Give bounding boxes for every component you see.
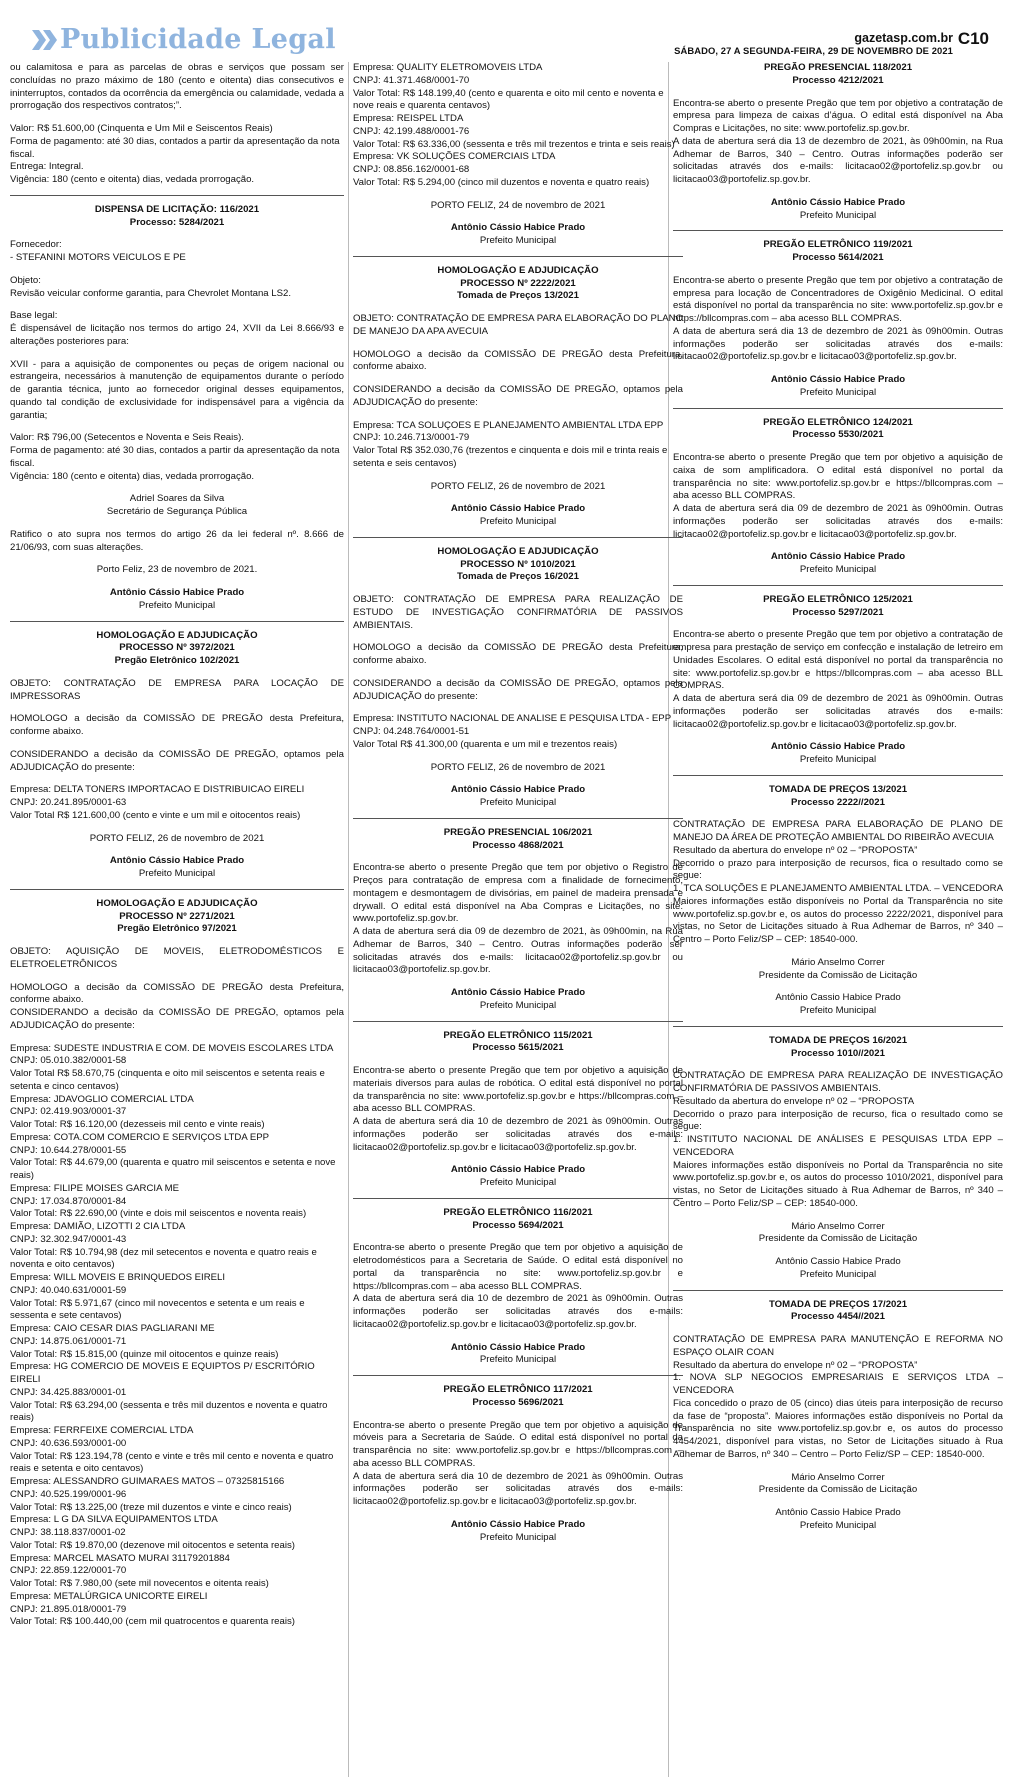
list-item: Valor Total: R$ 63.336,00 (sessenta e três mil trezentos e trinta e seis reais) [353, 138, 675, 150]
list-item: Empresa: METALÚRGICA UNICORTE EIRELI [10, 1590, 208, 1602]
list-item: CNPJ: 40.525.199/0001-96 [10, 1488, 127, 1500]
list-item: Empresa: JDAVOGLIO COMERCIAL LTDA [10, 1093, 194, 1105]
notice-process: Processo: 5284/2021 [129, 216, 225, 228]
list-item: Empresa: FILIPE MOISES GARCIA ME [10, 1182, 180, 1194]
list-item: Valor Total: R$ 16.120,00 (dezesseis mil cento e vinte reais) [10, 1119, 265, 1130]
company-list [10, 1043, 344, 1630]
list-item: Empresa: ALESSANDRO GUIMARAES MATOS – 07325815166 [10, 1476, 285, 1487]
signature-name: Antônio Cássio Habice Prado [450, 222, 586, 234]
divider [673, 230, 1003, 231]
paragraph: ou calamitosa e para as parcelas de obras e serviços que possam ser concluídas no prazo máximo de 180 (cento e oitenta) dias consecutivos e ininterruptos, contados da ocorrência da emergência ou calamidade, vedada a prorrogação dos respectivos contratos;”. [10, 62, 344, 112]
company-list [353, 62, 683, 190]
divider [10, 195, 344, 196]
section-title: Publicidade Legal [60, 24, 336, 55]
list-item: CNPJ: 10.644.278/0001-55 [10, 1144, 127, 1156]
list-item: CNPJ: 17.034.870/0001-84 [10, 1195, 127, 1207]
list-item: Empresa: HG COMERCIO DE MOVEIS E EQUIPTOS P/ ESCRITÓRIO EIRELI [10, 1361, 315, 1385]
list-item: Valor Total: R$ 5.294,00 (cinco mil duzentos e noventa e quatro reais) [353, 176, 650, 188]
list-item: Valor Total: R$ 19.870,00 (dezenove mil oitocentos e setenta reais) [10, 1539, 295, 1551]
signature-role: Prefeito Municipal [138, 599, 216, 611]
notice-details: Valor: R$ 51.600,00 (Cinquenta e Um Mil e Seiscentos Reais) Forma de pagamento: até 30 dias, contados a partir da apresentação da nota fiscal. Entrega: Integral. Vigência: 180 (cento e oitenta) dias, vedada prorrogação. [10, 123, 340, 185]
notice-title: PREGÃO ELETRÔNICO 116/2021 [443, 1206, 593, 1218]
divider [10, 889, 344, 890]
signature-role: Secretário de Segurança Pública [106, 506, 248, 517]
list-item: CNPJ: 08.856.162/0001-68 [353, 164, 470, 175]
column-3: PREGÃO PRESENCIAL 118/2021 Processo 4212/2021 Encontra-se aberto o presente Pregão que tem por objetivo a contratação de empresa para limpeza de caixas d’água. O edital está disponível na Aba Compras e Licitações, no site: www.portofeliz.sp.gov.br. A data de abertura será dia 13 de dezembro de 2021, às 09h00min, na Rua Adhemar de Barros, 340 – Centro. Outras informações poderão ser solicitadas através dos e-mails: licitacao02@portofeliz.sp.gov.br ou licitacao03@portofeliz.sp.gov.br. Antônio Cássio Habice Prado Prefeito Municipal PREGÃO ELETRÔNICO 119/2021 Processo 5614/2021 Encontra-se aberto o presente Pregão que tem por objetivo a contratação de empresa para locação de Concentradores de Oxigênio Medicinal. O edital está disponível no portal da transparência no site: www.portofeliz.sp.gov.br e https://bllcompras.com – aba acesso BLL COMPRAS. A data de abertura será dia 13 de dezembro de 2021 às 09h00min. Outras informações poderão ser solicitadas através dos e-mails: licitacao02@portofeliz.sp.gov.br e licitacao03@portofeliz.sp.gov.br. Antônio Cássio Habice Prado Prefeito Municipal PREGÃO ELETRÔNICO 124/2021 Processo 5530/2021 Encontra-se aberto o presente Pregão que tem por objetivo a aquisição de caixa de som amplificadora. O edital está disponível no portal da transparência no site: www.portofeliz.sp.gov.br e https://bllcompras.com – aba acesso BLL COMPRAS. A data de abertura será dia 09 de dezembro de 2021 às 09h00min. Outras informações poderão ser solicitadas através dos e-mails: licitacao02@portofeliz.sp.gov.br e licitacao03@portofeliz.sp.gov.br. Antônio Cássio Habice Prado Prefeito Municipal PREGÃO ELETRÔNICO 125/2021 Processo 5297/2021 Encontra-se aberto o presente Pregão que tem por objetivo a contratação de empresa para prestação de serviço em confecção e instalação de letreiro em Unidades Escolares. O edital está disponível no portal da transparência no site: www.portofeliz.sp.gov.br e https://bllcompras.com – aba acesso BLL COMPRAS. A data de abertura será dia 09 de dezembro de 2021 às 09h00min. Outras informações poderão ser solicitadas através dos e-mails: licitacao02@portofeliz.sp.gov.br e licitacao03@portofeliz.sp.gov.br. Antônio Cássio Habice Prado Prefeito Municipal TOMADA DE PREÇOS 13/2021 Processo 2222//2021 CONTRATAÇÃO DE EMPRESA PARA ELABORAÇÃO DE PLANO DE MANEJO DA ÁREA DE PROTEÇÃO AMBIENTAL DO RIBEIRÃO AVECUIA Resultado da abertura do envelope nº 02 – “PROPOSTA” Decorrido o prazo para interposição de recursos, fica o resultado como se segue: 1. TCA SOLUÇÕES E PLANEJAMENTO AMBIENTAL LTDA. – VENCEDORA Maiores informações estão disponíveis no Portal da Transparência no site www.portofeliz.sp.gov.br e, os autos do processo 2222/2021, disponível para vistas, no Setor de Licitações situado à Rua Adhemar de Barros, nº 340 – Centro – Porto Feliz/SP – CEP: 18540-000. Mário Anselmo Correr Presidente da Comissão de Licitação Antônio Cassio Habice Prado Prefeito Municipal TOMADA DE PREÇOS 16/2021 Processo 1010//2021 CONTRATAÇÃO DE EMPRESA PARA REALIZAÇÃO DE INVESTIGAÇÃO CONFIRMATÓRIA DE PASSIVOS AMBIENTAIS. Resultado da abertura do envelope nº 02 – “PROPOSTA Decorrido o prazo para interposição de recurso, fica o resultado como se segue: 1. INSTITUTO NACIONAL DE ANÁLISES E PESQUISAS LTDA EPP – VENCEDORA Maiores informações estão disponíveis no Portal da Transparência no site www.portofeliz.sp.gov.br e, os autos do processo 1010/2021, disponível para vistas, no Setor de Licitações situado à Rua Adhemar de Barros, nº 340 – Centro – Porto Feliz/SP – CEP: 18540-000. Mário Anselmo Correr Presidente da Comissão de Licitação Antônio Cassio Habice Prado Prefeito Municipal TOMADA DE PREÇOS 17/2021 Processo 4454//2021 CONTRATAÇÃO DE EMPRESA PARA MANUTENÇÃO E REFORMA NO ESPAÇO OLAIR COAN Resultado da abertura do envelope nº 02 – “PROPOSTA” 1. NOVA SLP NEGOCIOS EMPRESARIAIS E SERVIÇOS LTDA – VENCEDORA Fica concedido o prazo de 05 (cinco) dias úteis para interposição de recurso da fase de “proposta”. Maiores informações estão disponíveis no Portal da Transparência no site www.portofeliz.sp.gov.br e, os autos do processo 4454/2021, disponível para vistas, no Setor de Licitações situado à Rua Adhemar de Barros, nº 340 – Centro – Porto Feliz/SP – CEP: 18540-000. Mário Anselmo Correr Presidente da Comissão de Licitação Antônio Cassio Habice Prado Prefeito Municipal [673, 62, 1003, 1531]
notice-title: HOMOLOGAÇÃO E ADJUDICAÇÃO [437, 545, 599, 557]
list-item: Valor Total: R$ 100.440,00 (cem mil quatrocentos e quarenta reais) [10, 1616, 295, 1628]
list-item: Valor Total: R$ 22.690,00 (vinte e dois mil seiscentos e noventa reais) [10, 1208, 307, 1220]
column-1: ou calamitosa e para as parcelas de obras e serviços que possam ser concluídas no prazo máximo de 180 (cento e oitenta) dias consecutivos e ininterruptos, contados da ocorrência da emergência ou calamidade, vedada a prorrogação dos respectivos contratos;”. Valor: R$ 51.600,00 (Cinquenta e Um Mil e Seiscentos Reais) Forma de pagamento: até 30 dias, contados a partir da apresentação da nota fiscal. Entrega: Integral. Vigência: 180 (cento e oitenta) dias, vedada prorrogação. DISPENSA DE LICITAÇÃO: 116/2021 Processo: 5284/2021 Fornecedor: - STEFANINI MOTORS VEICULOS E PE Objeto: Revisão veicular conforme garantia, para Chevrolet Montana LS2. Base legal: É dispensável de licitação nos termos do artigo 24, XVII da Lei 8.666/93 e alterações posteriores para: XVII - para a aquisição de componentes ou peças de origem nacional ou estrangeira, necessários à manutenção de equipamentos durante o período de garantia técnica, junto ao fornecedor original desses equipamentos, quando tal condição de exclusividade for indispensável para a vigência da garantia; Valor: R$ 796,00 (Setecentos e Noventa e Seis Reais). Forma de pagamento: até 30 dias, contados a partir da apresentação da nota fiscal. Vigência: 180 (cento e oitenta) dias, vedada prorrogação. Adriel Soares da Silva Secretário de Segurança Pública Ratifico o ato supra nos termos do artigo 26 da lei federal nº. 8.666 de 21/06/93, com suas alterações. Porto Feliz, 23 de novembro de 2021. Antônio Cássio Habice Prado Prefeito Municipal HOMOLOGAÇÃO E ADJUDICAÇÃO PROCESSO Nº 3972/2021 Pregão Eletrônico 102/2021 OBJETO: CONTRATAÇÃO DE EMPRESA PARA LOCAÇÃO DE IMPRESSORAS HOMOLOGO a decisão da COMISSÃO DE PREGÃO desta Prefeitura, conforme abaixo. CONSIDERANDO a decisão da COMISSÃO DE PREGÃO, optamos pela ADJUDICAÇÃO do presente: Empresa: DELTA TONERS IMPORTACAO E DISTRIBUICAO EIRELI CNPJ: 20.241.895/0001-63 Valor Total R$ 121.600,00 (cento e vinte e um mil e oitocentos reais) PORTO FELIZ, 26 de novembro de 2021 Antônio Cássio Habice Prado Prefeito Municipal HOMOLOGAÇÃO E ADJUDICAÇÃO PROCESSO Nº 2271/2021 Pregão Eletrônico 97/2021 OBJETO: AQUISIÇÃO DE MOVEIS, ELETRODOMÉSTICOS E ELETROELETRÔNICOS HOMOLOGO a decisão da COMISSÃO DE PREGÃO desta Prefeitura, conforme abaixo. CONSIDERANDO a decisão da COMISSÃO DE PREGÃO, optamos pela ADJUDICAÇÃO do presente: Empresa: SUDESTE INDUSTRIA E COM. DE MOVEIS ESCOLARES LTDA CNPJ: 05.010.382/0001-58 Valor Total R$ 58.670,75 (cinquenta e oito mil seiscentos e setenta reais e setenta e cinco centavos) Empresa: JDAVOGLIO COMERCIAL LTDA CNPJ: 02.419.903/0001-37 Valor Total: R$ 16.120,00 (dezesseis mil cento e vinte reais) Empresa: COTA.COM COMERCIO E SERVIÇOS LTDA EPP CNPJ: 10.644.278/0001-55 Valor Total: R$ 44.679,00 (quarenta e quatro mil seiscentos e setenta e nove reais) Empresa: FILIPE MOISES GARCIA ME CNPJ: 17.034.870/0001-84 Valor Total: R$ 22.690,00 (vinte e dois mil seiscentos e noventa reais) Empresa: DAMIÃO, LIZOTTI 2 CIA LTDA CNPJ: 32.302.947/0001-43 Valor Total: R$ 10.794,98 (dez mil setecentos e noventa e quatro reais e noventa e oito centavos) Empresa: WILL MOVEIS E BRINQUEDOS EIRELI CNPJ: 40.040.631/0001-59 Valor Total: R$ 5.971,67 (cinco mil novecentos e setenta e um reais e sessenta e sete centavos) Empresa: CAIO CESAR DIAS PAGLIARANI ME CNPJ: 14.875.061/0001-71 Valor Total: R$ 15.815,00 (quinze mil oitocentos e quinze reais) Empresa: HG COMERCIO DE MOVEIS E EQUIPTOS P/ ESCRITÓRIO EIRELI CNPJ: 34.425.883/0001-01 Valor Total: R$ 63.294,00 (sessenta e três mil duzentos e noventa e quatro reais) Empresa: FERRFEIXE COMERCIAL LTDA CNPJ: 40.636.593/0001-00 Valor Total: R$ 123.194,78 (cento e vinte e três mil cento e noventa e quatro reais e setenta e oito centavos) Empresa: ALESSANDRO GUIMARAES MATOS – 07325815166 CNPJ: 40.525.199/0001-96 Valor Total: R$ 13.225,00 (treze mil duzentos e vinte e cinco reais) Empresa: L G DA SILVA EQUIPAMENTOS LTDA CNPJ: 38.118.837/0001-02 Valor Total: R$ 19.870,00 (dezenove mil oitocentos e setenta reais) Empresa: MARCEL MASATO MURAI 31179201884 CNPJ: 22.859.122/0001-70 Valor Total: R$ 7.980,00 (sete mil novecentos e oitenta reais) Empresa: METALÚRGICA UNICORTE EIRELI CNPJ: 21.895.018/0001-79 Valor Total: R$ 100.440,00 (cem mil quatrocentos e quarenta reais) [10, 62, 344, 1628]
column-divider [348, 62, 349, 1777]
notice-title: HOMOLOGAÇÃO E ADJUDICAÇÃO [437, 264, 599, 276]
list-item: Valor Total: R$ 7.980,00 (sete mil novecentos e oitenta reais) [10, 1578, 269, 1589]
list-item: Valor Total: R$ 15.815,00 (quinze mil oitocentos e quinze reais) [10, 1348, 279, 1360]
list-item: CNPJ: 34.425.883/0001-01 [10, 1386, 127, 1398]
signature-role: Prefeito Municipal [479, 235, 557, 246]
list-item: Empresa: MARCEL MASATO MURAI 31179201884 [10, 1552, 230, 1564]
list-item: CNPJ: 02.419.903/0001-37 [10, 1106, 127, 1118]
list-item: CNPJ: 38.118.837/0001-02 [10, 1527, 126, 1538]
list-item: CNPJ: 41.371.468/0001-70 [353, 74, 470, 86]
double-chevron-icon [32, 30, 58, 50]
divider [673, 585, 1003, 586]
list-item: CNPJ: 22.859.122/0001-70 [10, 1565, 127, 1577]
notice-title: PREGÃO PRESENCIAL 118/2021 [763, 62, 913, 73]
list-item: Valor Total: R$ 13.225,00 (treze mil duzentos e vinte e cinco reais) [10, 1501, 292, 1513]
list-item: Empresa: L G DA SILVA EQUIPAMENTOS LTDA [10, 1514, 218, 1526]
list-item: Empresa: QUALITY ELETROMOVEIS LTDA [353, 62, 543, 73]
list-item: CNPJ: 05.010.382/0001-58 [10, 1055, 127, 1067]
page-number: C10 [957, 29, 989, 48]
notice-title: PREGÃO ELETRÔNICO 125/2021 [763, 593, 913, 605]
divider [673, 1026, 1003, 1027]
list-item: Empresa: COTA.COM COMERCIO E SERVIÇOS LTDA EPP [10, 1131, 270, 1143]
edition-date: SÁBADO, 27 A SEGUNDA-FEIRA, 29 DE NOVEMBRO DE 2021 [674, 45, 953, 56]
notice-title: PREGÃO ELETRÔNICO 115/2021 [443, 1029, 593, 1041]
list-item: Empresa: REISPEL LTDA [353, 113, 464, 124]
signature-role: Prefeito Municipal [799, 209, 877, 221]
list-item: Valor Total R$ 58.670,75 (cinquenta e oito mil seiscentos e setenta reais e setenta e cinco centavos) [10, 1068, 325, 1092]
list-item: Valor Total: R$ 63.294,00 (sessenta e três mil duzentos e noventa e quatro reais) [10, 1399, 328, 1424]
list-item: Valor Total: R$ 44.679,00 (quarenta e quatro mil seiscentos e setenta e nove reais) [10, 1157, 336, 1181]
list-item: CNPJ: 40.040.631/0001-59 [10, 1284, 127, 1296]
list-item: Empresa: WILL MOVEIS E BRINQUEDOS EIRELI [10, 1272, 226, 1283]
divider [353, 818, 683, 819]
divider [353, 1198, 683, 1199]
list-item: Valor Total: R$ 148.199,40 (cento e quarenta e oito mil cento e noventa e nove reais e quarenta centavos) [353, 87, 664, 112]
notice-title: HOMOLOGAÇÃO E ADJUDICAÇÃO [96, 629, 258, 641]
list-item: Valor Total: R$ 10.794,98 (dez mil setecentos e noventa e quatro reais e noventa e oito centavos) [10, 1246, 317, 1271]
list-item: Empresa: CAIO CESAR DIAS PAGLIARANI ME [10, 1323, 215, 1334]
column-2: Empresa: QUALITY ELETROMOVEIS LTDA CNPJ: 41.371.468/0001-70 Valor Total: R$ 148.199,40 (cento e quarenta e oito mil cento e noventa e nove reais e quarenta centavos) Empresa: REISPEL LTDA CNPJ: 42.199.488/0001-76 Valor Total: R$ 63.336,00 (sessenta e três mil trezentos e trinta e seis reais) Empresa: VK SOLUÇÕES COMERCIAIS LTDA CNPJ: 08.856.162/0001-68 Valor Total: R$ 5.294,00 (cinco mil duzentos e noventa e quatro reais) PORTO FELIZ, 24 de novembro de 2021 Antônio Cássio Habice Prado Prefeito Municipal HOMOLOGAÇÃO E ADJUDICAÇÃO PROCESSO Nº 2222/2021 Tomada de Preços 13/2021 OBJETO: CONTRATAÇÃO DE EMPRESA PARA ELABORAÇÃO DO PLANO DE MANEJO DA APA AVECUIA HOMOLOGO a decisão da COMISSÃO DE PREGÃO desta Prefeitura, conforme abaixo. CONSIDERANDO a decisão da COMISSÃO DE PREGÃO, optamos pela ADJUDICAÇÃO do presente: Empresa: TCA SOLUÇOES E PLANEJAMENTO AMBIENTAL LTDA EPP CNPJ: 10.246.713/0001-79 Valor Total R$ 352.030,76 (trezentos e cinquenta e dois mil e trinta reais e setenta e seis centavos) PORTO FELIZ, 26 de novembro de 2021 Antônio Cássio Habice Prado Prefeito Municipal HOMOLOGAÇÃO E ADJUDICAÇÃO PROCESSO Nº 1010/2021 Tomada de Preços 16/2021 OBJETO: CONTRATAÇÃO DE EMPRESA PARA REALIZAÇÃO DE ESTUDO DE INVESTIGAÇÃO CONFIRMATÓRIA DE PASSIVOS AMBIENTAIS. HOMOLOGO a decisão da COMISSÃO DE PREGÃO desta Prefeitura, conforme abaixo. CONSIDERANDO a decisão da COMISSÃO DE PREGÃO, optamos pela ADJUDICAÇÃO do presente: Empresa: INSTITUTO NACIONAL DE ANALISE E PESQUISA LTDA - EPP CNPJ: 04.248.764/0001-51 Valor Total R$ 41.300,00 (quarenta e um mil e trezentos reais) PORTO FELIZ, 26 de novembro de 2021 Antônio Cássio Habice Prado Prefeito Municipal PREGÃO PRESENCIAL 106/2021 Processo 4868/2021 Encontra-se aberto o presente Pregão que tem por objetivo o Registro de Preços para contratação de empresa com a finalidade de fornecimento, montagem e desmontagem de divisórias, em painel de madeira prensada e drywall. O edital está disponível na Aba Compras e Licitações, no site: www.portofeliz.sp.gov.br. A data de abertura será dia 09 de dezembro de 2021, às 09h00min, na Rua Adhemar de Barros, 340 – Centro. Outras informações poderão ser solicitadas através dos e-mails: licitacao02@portofeliz.sp.gov.br ou licitacao03@portofeliz.sp.gov.br. Antônio Cássio Habice Prado Prefeito Municipal PREGÃO ELETRÔNICO 115/2021 Processo 5615/2021 Encontra-se aberto o presente Pregão que tem por objetivo a aquisição de materiais diversos para aulas de robótica. O edital está disponível no portal da transparência no site: www.portofeliz.sp.gov.br e https://bllcompras.com – aba acesso BLL COMPRAS. A data de abertura será dia 10 de dezembro de 2021 às 09h00min. Outras informações poderão ser solicitadas através dos e-mails: licitacao02@portofeliz.sp.gov.br e licitacao03@portofeliz.sp.gov.br. Antônio Cássio Habice Prado Prefeito Municipal PREGÃO ELETRÔNICO 116/2021 Processo 5694/2021 Encontra-se aberto o presente Pregão que tem por objetivo a aquisição de eletrodomésticos para a Secretaria de Saúde. O edital está disponível no portal da transparência no site: www.portofeliz.sp.gov.br e https://bllcompras.com – aba acesso BLL COMPRAS. A data de abertura será dia 10 de dezembro de 2021 às 09h00min. Outras informações poderão ser solicitadas através dos e-mails: licitacao02@portofeliz.sp.gov.br e licitacao03@portofeliz.sp.gov.br. Antônio Cássio Habice Prado Prefeito Municipal PREGÃO ELETRÔNICO 117/2021 Processo 5696/2021 Encontra-se aberto o presente Pregão que tem por objetivo a aquisição de móveis para a Secretaria de Saúde. O edital está disponível no portal da transparência no site: www.portofeliz.sp.gov.br e https://bllcompras.com – aba acesso BLL COMPRAS. A data de abertura será dia 10 de dezembro de 2021 às 09h00min. Outras informações poderão ser solicitadas através dos e-mails: licitacao02@portofeliz.sp.gov.br e licitacao03@portofeliz.sp.gov.br. Antônio Cássio Habice Prado Prefeito Municipal [353, 62, 683, 1543]
divider [353, 256, 683, 257]
notice-title: DISPENSA DE LICITAÇÃO: 116/2021 [94, 203, 260, 215]
notice-title: TOMADA DE PREÇOS 16/2021 [768, 1034, 908, 1046]
list-item: CNPJ: 32.302.947/0001-43 [10, 1233, 127, 1245]
divider [10, 621, 344, 622]
notice-title: PREGÃO PRESENCIAL 106/2021 [443, 826, 593, 838]
list-item: Empresa: SUDESTE INDUSTRIA E COM. DE MOVEIS ESCOLARES LTDA [10, 1042, 334, 1054]
divider [353, 537, 683, 538]
notice-title: PREGÃO ELETRÔNICO 119/2021 [763, 239, 913, 251]
divider [353, 1375, 683, 1376]
signature-name: Adriel Soares da Silva [129, 493, 225, 505]
notice-title: TOMADA DE PREÇOS 17/2021 [768, 1298, 908, 1310]
divider [673, 775, 1003, 776]
notice-title: TOMADA DE PREÇOS 13/2021 [768, 783, 908, 795]
signature-name: Antônio Cássio Habice Prado [109, 587, 245, 598]
notice-title: PREGÃO ELETRÔNICO 124/2021 [763, 416, 913, 428]
list-item: Empresa: VK SOLUÇÕES COMERCIAIS LTDA [353, 151, 556, 163]
list-item: CNPJ: 21.895.018/0001-79 [10, 1603, 127, 1615]
list-item: Valor Total: R$ 5.971,67 (cinco mil novecentos e setenta e um reais e sessenta e sete centavos) [10, 1297, 305, 1322]
page-header [0, 0, 1011, 62]
divider [673, 408, 1003, 409]
list-item: Empresa: DAMIÃO, LIZOTTI 2 CIA LTDA [10, 1221, 186, 1232]
notice-title: PREGÃO ELETRÔNICO 117/2021 [443, 1384, 593, 1395]
list-item: CNPJ: 40.636.593/0001-00 [10, 1437, 127, 1449]
list-item: CNPJ: 42.199.488/0001-76 [353, 125, 470, 137]
site-url[interactable]: gazetasp.com.br [854, 31, 953, 45]
list-item: Empresa: FERRFEIXE COMERCIAL LTDA [10, 1425, 194, 1436]
list-item: Valor Total: R$ 123.194,78 (cento e vinte e três mil cento e noventa e quatro reais e setenta e oito centavos) [10, 1450, 334, 1475]
signature-name: Antônio Cássio Habice Prado [770, 196, 906, 208]
list-item: CNPJ: 14.875.061/0001-71 [10, 1335, 127, 1347]
notice-title: HOMOLOGAÇÃO E ADJUDICAÇÃO [96, 897, 258, 909]
signature-name: Mário Anselmo Correr [791, 956, 885, 968]
divider [353, 1021, 683, 1022]
signature-role: Presidente da Comissão de Licitação [758, 969, 918, 981]
divider [673, 1290, 1003, 1291]
